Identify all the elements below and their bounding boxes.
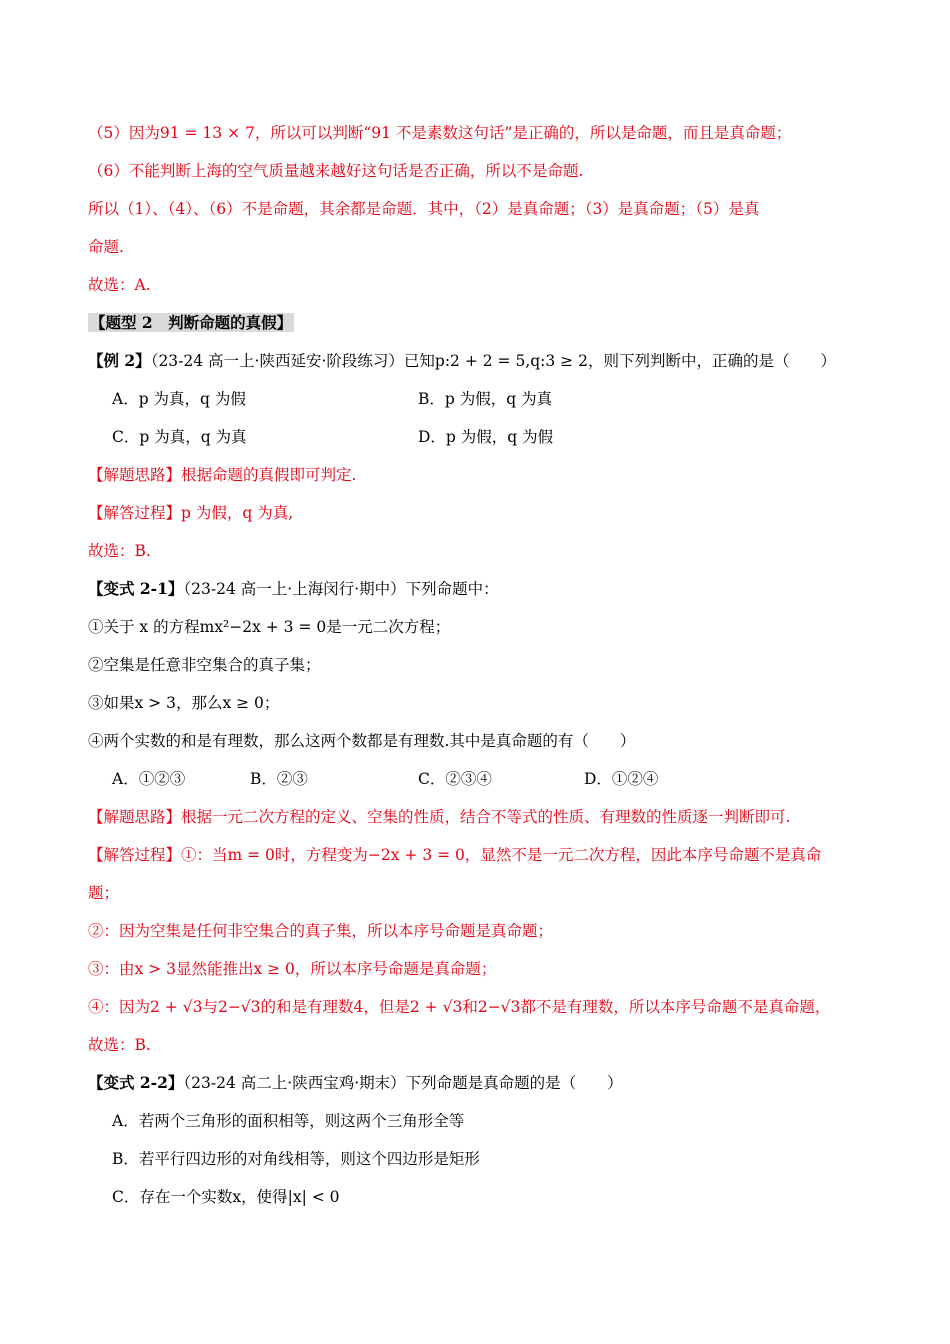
example2-option-b: B．p 为假，q 为真 <box>418 390 553 408</box>
example2-process-label: 【解答过程】 <box>88 504 182 522</box>
variant21-option-a: A．①②③ <box>112 770 186 788</box>
section-heading-row <box>88 313 294 333</box>
example2-idea: 根据命题的真假即可判定. <box>181 466 357 484</box>
variant21-idea: 根据一元二次方程的定义、空集的性质，结合不等式的性质、有理数的性质逐一判断即可. <box>181 808 791 826</box>
variant22-stem-row <box>88 1073 623 1093</box>
variant21-option-b: B．②③ <box>250 770 308 788</box>
variant21-option-c: C．②③④ <box>418 770 492 788</box>
variant21-process-label: 【解答过程】 <box>88 846 182 864</box>
variant22-option-a: A．若两个三角形的面积相等，则这两个三角形全等 <box>112 1112 465 1130</box>
variant21-option-d: D．①②④ <box>584 770 659 788</box>
example2-idea-label: 【解题思路】 <box>88 466 182 484</box>
variant22-label: 【变式 2-2】 <box>88 1073 184 1092</box>
variant22-option-c: C．存在一个实数x，使得|x| < 0 <box>112 1188 340 1206</box>
variant21-label: 【变式 2-1】 <box>88 579 184 598</box>
variant21-process-2: ②：因为空集是任何非空集合的真子集，所以本序号命题是真命题； <box>88 922 554 940</box>
variant21-stem: （23-24 高一上·上海闵行·期中）下列命题中： <box>183 580 499 598</box>
example2-option-c: C．p 为真，q 为真 <box>112 428 247 446</box>
example2-process-row <box>88 503 293 523</box>
solution-line-5: （5）因为91 = 13 × 7，所以可以判断“91 不是素数这句话”是正确的，所以是命题，而且是真命题； <box>88 124 792 142</box>
variant22-option-b: B．若平行四边形的对角线相等，则这个四边形是矩形 <box>112 1150 480 1168</box>
example2-options-row1 <box>112 389 246 409</box>
variant21-process-1: ①：当m = 0时，方程变为−2x + 3 = 0，显然不是一元二次方程，因此本序号命题不是真命 <box>181 846 822 864</box>
example2-stem-row <box>88 351 836 371</box>
solution-answer: 故选：A. <box>88 276 151 294</box>
example2-answer: 故选：B. <box>88 542 151 560</box>
variant21-item-1: ①关于 x 的方程mx²−2x + 3 = 0是一元二次方程； <box>88 618 451 636</box>
variant21-idea-label: 【解题思路】 <box>88 808 182 826</box>
example2-option-d: D．p 为假，q 为假 <box>418 428 554 446</box>
variant21-item-2: ②空集是任意非空集合的真子集； <box>88 656 321 674</box>
variant21-process-1-cont: 题； <box>88 884 120 902</box>
example2-idea-row <box>88 465 356 485</box>
variant21-item-4: ④两个实数的和是有理数，那么这两个数都是有理数.其中是真命题的有（ ） <box>88 732 636 750</box>
variant22-stem: （23-24 高二上·陕西宝鸡·期末）下列命题是真命题的是（ ） <box>183 1074 623 1092</box>
variant21-idea-row <box>88 807 790 827</box>
example2-process: p 为假，q 为真, <box>181 504 294 522</box>
solution-summary: 所以（1）、（4）、（6）不是命题，其余都是命题．其中，（2）是真命题；（3）是真命题；（5）是真 <box>88 200 760 218</box>
variant21-answer: 故选：B. <box>88 1036 151 1054</box>
section-heading: 【题型 2 判断命题的真假】 <box>90 313 293 332</box>
variant21-stem-row <box>88 579 499 599</box>
variant21-process-row <box>88 845 821 865</box>
variant21-process-4: ④：因为2 + √3与2−√3的和是有理数4，但是2 + √3和2−√3都不是有理数，所以本序号命题不是真命题， <box>88 998 831 1016</box>
variant21-process-3: ③：由x > 3显然能推出x ≥ 0，所以本序号命题是真命题； <box>88 960 497 978</box>
example2-stem: （23-24 高一上·陕西延安·阶段练习）已知p:2 + 2 = 5,q:3 ≥ 2，则下列判断中，正确的是（ ） <box>150 352 836 370</box>
solution-line-6: （6）不能判断上海的空气质量越来越好这句话是否正确，所以不是命题. <box>88 162 584 180</box>
solution-summary-cont: 命题. <box>88 238 124 256</box>
variant21-item-3: ③如果x > 3，那么x ≥ 0； <box>88 694 280 712</box>
example2-option-a: A．p 为真，q 为假 <box>112 390 246 408</box>
example2-label: 【例 2】 <box>88 351 151 370</box>
